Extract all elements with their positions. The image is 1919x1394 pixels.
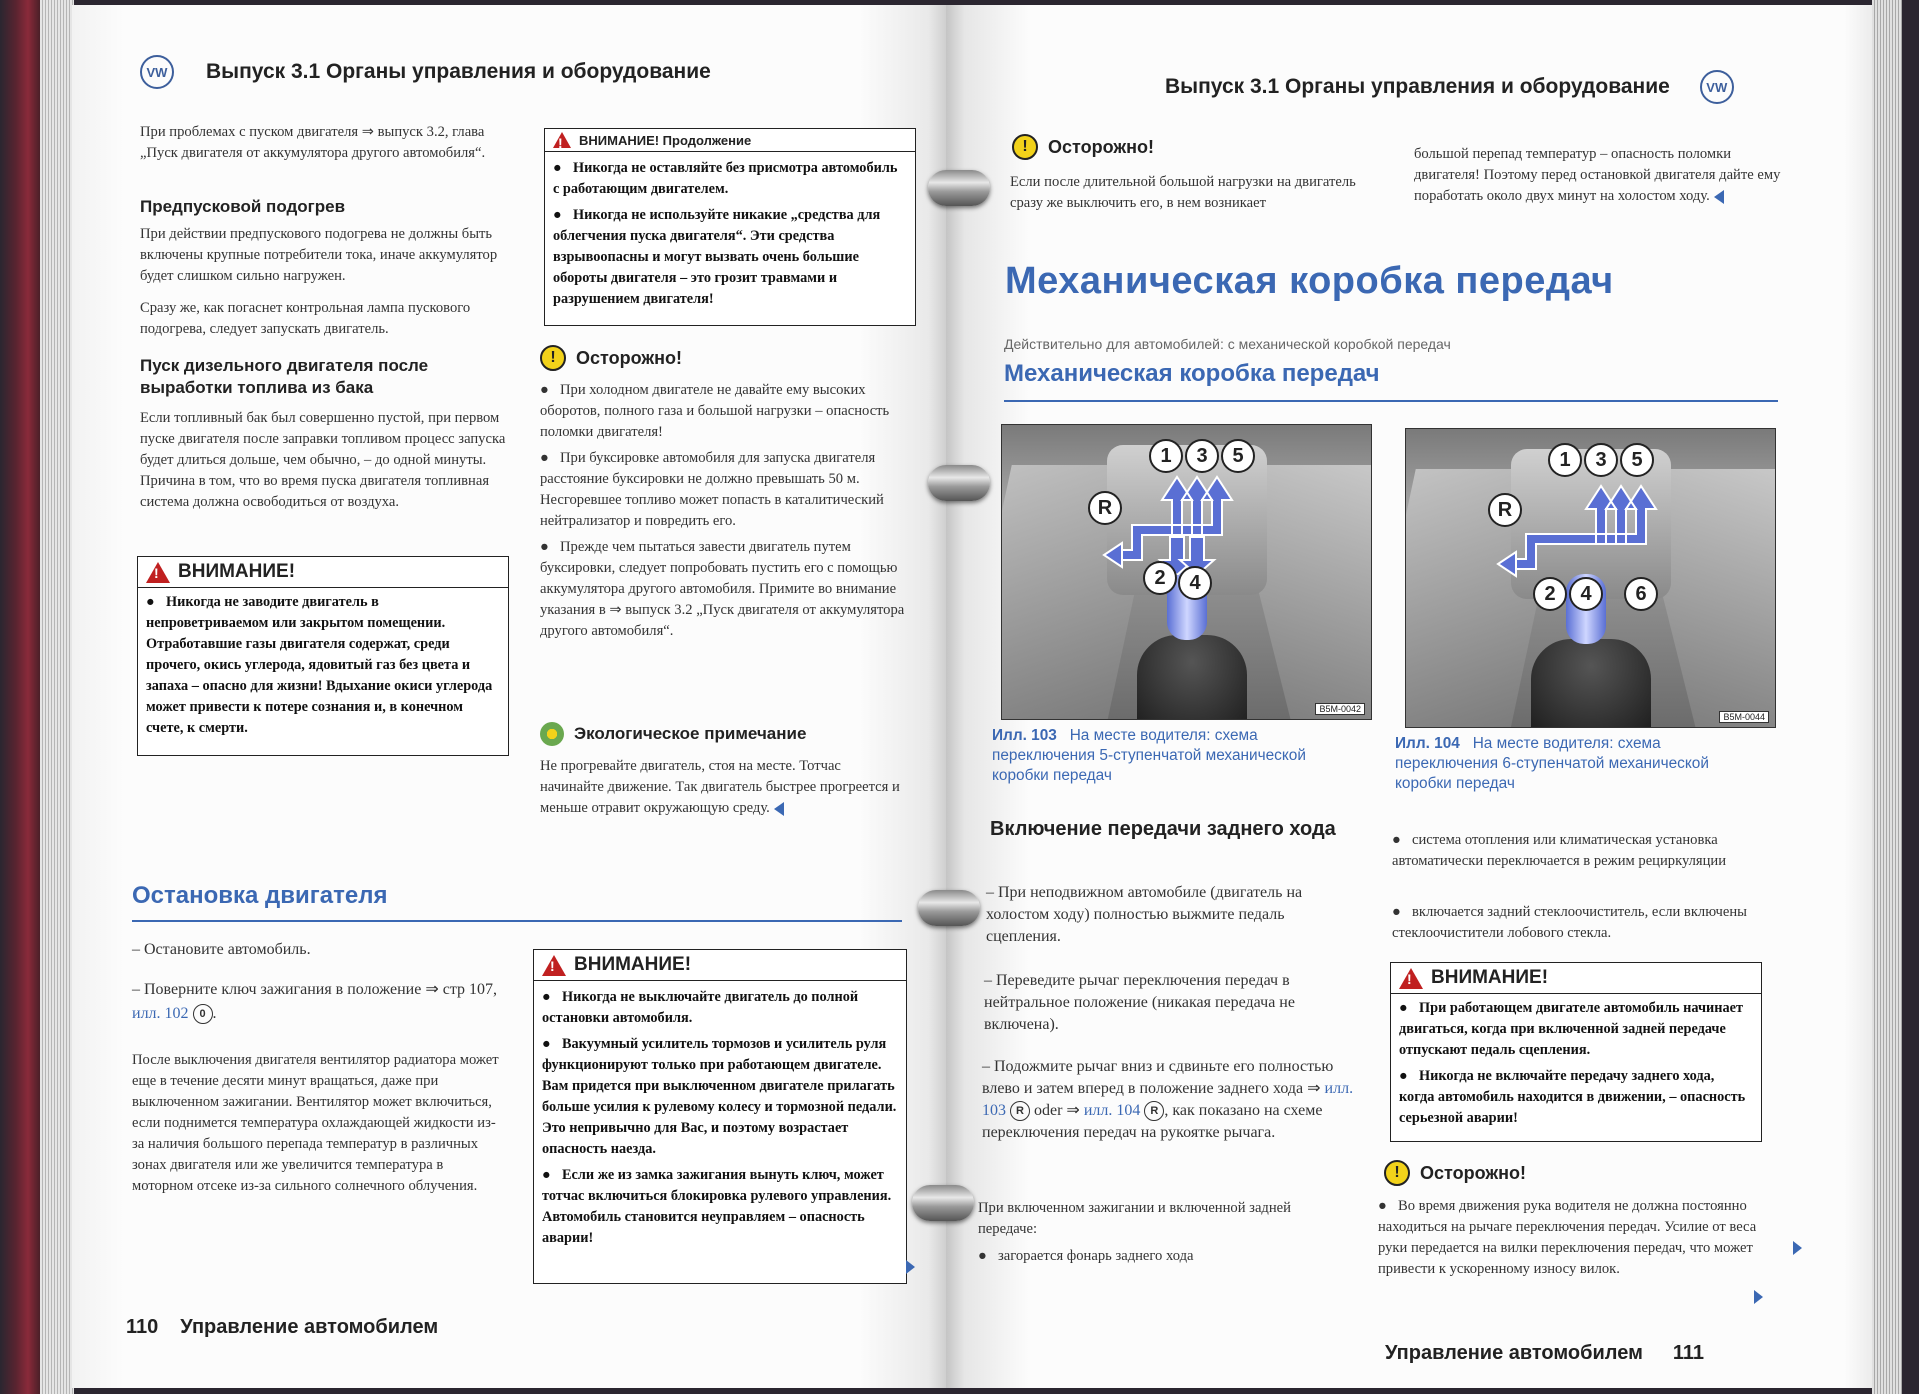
caution-heading (1384, 1160, 1526, 1186)
reverse-step-1: – При неподвижном автомобиле (двигатель на холостом ходу) полностью выжмите педаль сцепления. (986, 884, 1303, 945)
reverse-step-3: – Подожмите рычаг вниз и сдвиньте его полностью влево и затем вперед в положение заднего хода ⇒ илл. 103 R oder ⇒ илл. 104 R , как показано на схеме переключения передач на рукоятке рычага. (982, 1058, 1354, 1141)
gear-label: 6 (1624, 577, 1658, 611)
caution-title: Осторожно! (1420, 1162, 1526, 1183)
footer-section: Управление автомобилем (180, 1316, 439, 1338)
figure-link[interactable]: илл. 102 (132, 1005, 189, 1022)
stop-step-2: – Поверните ключ зажигания в положение ⇒ стр 107, илл. 102 0 . (132, 978, 512, 1026)
warning-continued-box: ! ВНИМАНИЕ! Продолжение ● Никогда не оставляйте без присмотра автомобиль с работающим двигателем. ● Никогда не используйте никакие „средства для облегчения пуска двигателя“. Эти средства взрывоопасны и могут вызвать очень большие обороты двигателя – это грозит травмами и разрушением двигателя! (544, 128, 916, 326)
header-title: Выпуск 3.1 Органы управления и оборудование (206, 60, 711, 83)
reverse-bullet-3: ● включается задний стеклоочиститель, если включены стеклоочистители лобового стекла. (1392, 904, 1747, 941)
gear-label: 1 (1149, 439, 1183, 473)
caution-heading (1012, 134, 1154, 160)
continue-marker-icon (1793, 1241, 1802, 1255)
warning-box-gases: ! ВНИМАНИЕ! ● Никогда не заводите двигатель в непроветриваемом или закрытом помещении. Отработавшие газы двигателя содержат, среди прочего, окись углерода, ядовитый газ без цвета и запаха – опасно для жизни! Вдыхание окиси углерода может привести к потере сознания и, в конечном счете, к смерти. (137, 556, 509, 756)
eco-text: Не прогревайте двигатель, стоя на месте. Тотчас начинайте движение. Так двигатель быстрее прогреется и меньше отравит окружающую среду. (540, 758, 900, 816)
diesel-title: Пуск дизельного двигателя после выработки топлива из бака (140, 356, 429, 397)
caution-icon: ! (540, 345, 566, 371)
binder-ring (928, 465, 990, 501)
binder-ring (928, 170, 990, 206)
figure-number: Илл. 104 (1395, 735, 1460, 752)
caution-title: Осторожно! (576, 347, 682, 368)
gear-label: 3 (1185, 439, 1219, 473)
diesel-para: Если топливный бак был совершенно пустой, при первом пуске двигателя после заправки топливом процесс запуска будет длиться дольше, чем обычно, – до одной минуты. Причина в том, что во время пуска двигателя топливная система должна освободиться от воздуха. (140, 410, 506, 510)
warning-item: Никогда не выключайте двигатель до полной остановки автомобиля. (542, 989, 859, 1026)
gear-label: 2 (1533, 577, 1567, 611)
warning-icon (146, 562, 170, 583)
warning-cont-item: Никогда не оставляйте без присмотра автомобиль с работающим двигателем. (553, 160, 898, 197)
reverse-gear-icon: R (1010, 1101, 1030, 1121)
continue-marker-icon (1754, 1290, 1763, 1304)
caution-icon: ! (1384, 1160, 1410, 1186)
reverse-bullet-1: ● загорается фонарь заднего хода (978, 1248, 1194, 1264)
caution-heading (540, 345, 682, 371)
gear-label: 4 (1178, 566, 1212, 600)
warning-icon (1399, 968, 1423, 989)
figure-caption-103: Илл. 103 На месте водителя: схема переключения 5-ступенчатой механической коробки передач (992, 727, 1306, 784)
caution-top-text-2-block (1414, 144, 1794, 207)
reverse-title: Включение передачи заднего хода (990, 818, 1336, 840)
warning-cont-title: ВНИМАНИЕ! Продолжение (579, 132, 752, 148)
gear-label: R (1088, 491, 1122, 525)
vw-logo-icon: VW (1700, 70, 1734, 104)
section-title: Механическая коробка передач (1004, 360, 1380, 387)
figure-code: B5M-0044 (1719, 711, 1769, 723)
ignition-position-icon: 0 (193, 1004, 213, 1024)
caution-title: Осторожно! (1048, 136, 1154, 157)
gear-shift-figure-5-speed (1001, 424, 1372, 720)
book-cover-edge (0, 0, 40, 1394)
warning-title: ВНИМАНИЕ! (1431, 967, 1549, 988)
section-rule (132, 920, 902, 922)
gear-label: 5 (1221, 439, 1255, 473)
vw-logo-icon: VW (140, 55, 174, 89)
figure-link-103[interactable]: илл. 103 (982, 1080, 1354, 1119)
reverse-bullet-2: ● система отопления или климатическая установка автоматически переключается в режим рециркуляции (1392, 832, 1727, 869)
right-footer (1385, 1342, 1704, 1365)
binder-ring (912, 1185, 974, 1221)
flower-icon (540, 722, 564, 746)
warning-item: Если же из замка зажигания вынуть ключ, может тотчас включиться блокировка рулевого управления. Автомобиль становится неуправляем – опасность аварии! (542, 1167, 892, 1246)
figure-number: Илл. 103 (992, 727, 1057, 744)
warning-icon (553, 132, 571, 148)
continue-marker-icon (906, 1260, 915, 1274)
warning-item: Никогда не включайте передачу заднего хода, когда автомобиль находится в движении, – опасность серьезной аварии! (1399, 1068, 1746, 1126)
eco-text-block (540, 756, 900, 819)
preheat-title: Предпусковой подогрев (140, 197, 346, 216)
caution-list: ● При холодном двигателе не давайте ему высоких оборотов, полного газа и большой нагрузки – опасность поломки двигателя! ● При буксировке автомобиля для запуска двигателя расстояние буксировки не должно превышать 50 м. Несгоревшее топливо может попасть в каталитический нейтрализатор и повредить его. ● Прежде чем пытаться завести двигатель путем буксировки, следует попробовать пустить его с помощью аккумулятора другого автомобиля. Примите во внимание указания в ⇒ выпуск 3.2 „Пуск двигателя от аккумулятора другого автомобиля“. (540, 382, 905, 639)
binder-ring (918, 890, 980, 926)
figure-caption-104: Илл. 104 На месте водителя: схема переключения 6-ступенчатой механической коробки передач (1395, 735, 1709, 792)
end-marker-icon (1714, 190, 1724, 204)
preheat-para-2: Сразу же, как погаснет контрольная лампа пускового подогрева, следует запускать двигатель. (140, 300, 471, 337)
preheat-para-1: При действии предпускового подогрева не должны быть включены крупные потребители тока, иначе аккумулятор будет слишком сильно нагружен. (140, 226, 498, 284)
page-number: 111 (1672, 1342, 1705, 1364)
gear-label: 4 (1569, 577, 1603, 611)
chapter-title: Механическая коробка передач (1005, 260, 1614, 302)
figure-link-104[interactable]: илл. 104 (1083, 1102, 1141, 1119)
end-marker-icon (774, 802, 784, 816)
footer-section: Управление автомобилем (1385, 1342, 1643, 1364)
reverse-step-2: – Переведите рычаг переключения передач в нейтральное положение (никакая передача не включена). (984, 972, 1295, 1033)
intro-text: При проблемах с пуском двигателя ⇒ выпуск 3.2, глава „Пуск двигателя от аккумулятора другого автомобиля“. (140, 124, 486, 161)
caution-top-text-2: большой перепад температур – опасность поломки двигателя! Поэтому перед остановкой двигателя дайте ему поработать около двух минут на холостом ходу. (1414, 146, 1781, 204)
warning-item: При работающем двигателе автомобиль начинает двигаться, когда при включенной задней передаче отпускают педаль сцепления. (1399, 1000, 1744, 1058)
section-rule (1004, 400, 1778, 402)
right-header (1165, 70, 1734, 104)
reverse-gear-icon: R (1144, 1101, 1164, 1121)
caution-top-text-1: Если после длительной большой нагрузки на двигатель сразу же выключить его, в нем возникает (1010, 174, 1356, 211)
gear-pattern-arrows (1466, 474, 1696, 584)
left-header (140, 55, 711, 89)
validity-note: Действительно для автомобилей: с механической коробкой передач (1004, 336, 1451, 352)
caution-icon: ! (1012, 134, 1038, 160)
gear-label: 3 (1584, 443, 1618, 477)
warning-title: ВНИМАНИЕ! (178, 561, 296, 582)
header-title: Выпуск 3.1 Органы управления и оборудование (1165, 75, 1670, 98)
eco-heading (540, 722, 806, 746)
stop-step-1: – Остановите автомобиль. (132, 941, 311, 958)
page-number: 110 (126, 1316, 159, 1338)
warning-box-reverse: ! ВНИМАНИЕ! ● При работающем двигателе автомобиль начинает двигаться, когда при включенной задней передаче отпускают педаль сцепления. ● Никогда не включайте передачу заднего хода, когда автомобиль находится в движении, – опасность серьезной аварии! (1390, 962, 1762, 1142)
caution-item: При холодном двигателе не давайте ему высоких оборотов, полного газа и большой нагрузки – опасность поломки двигателя! (540, 382, 890, 440)
warning-title: ВНИМАНИЕ! (574, 954, 692, 975)
warning-box-stop: ! ВНИМАНИЕ! ● Никогда не выключайте двигатель до полной остановки автомобиля. ● Вакуумный усилитель тормозов и усилитель руля функционируют только при работающем двигателе. Вам придется при выключенном двигателе прилагать больше усилия к рулевому колесу и тормозной педали. Это непривычно для Вас, и поэтому возрастает опасность наезда. ● Если же из замка зажигания вынуть ключ, может тотчас включиться блокировка рулевого управления. Автомобиль становится неуправляем – опасность аварии! (533, 949, 907, 1284)
warning-icon (542, 955, 566, 976)
gear-shift-figure-6-speed (1405, 428, 1776, 728)
page-stack-left (40, 0, 74, 1394)
warning-item: Вакуумный усилитель тормозов и усилитель руля функционируют только при работающем двигателе. Вам придется при выключенном двигателе прилагать больше усилия к рулевому колесу и тормозной педали. Это непривычно для Вас, и поэтому возрастает опасность наезда. (542, 1036, 897, 1157)
left-footer (126, 1316, 438, 1339)
fan-para: После выключения двигателя вентилятор радиатора может еще в течение десяти минут вращаться, даже при выключенном зажигании. Вентилятор может включиться, если поднимется температура охлаждающей жидкости из-за наличия большого перепада температур в различных зонах двигателя или же увеличится температура в моторном отсеке из-за сильного солнечного облучения. (132, 1052, 499, 1194)
caution-item: Прежде чем пытаться завести двигатель путем буксировки, следует попробовать пустить его с помощью аккумулятора другого автомобиля. Примите во внимание указания в ⇒ выпуск 3.2 „Пуск двигателя от аккумулятора другого автомобиля“. (540, 539, 905, 639)
gear-label: 5 (1620, 443, 1654, 477)
stop-engine-title: Остановка двигателя (132, 882, 388, 909)
gear-label: 2 (1143, 561, 1177, 595)
reverse-para: При включенном зажигании и включенной задней передаче: (978, 1200, 1291, 1237)
warning-cont-item: Никогда не используйте никакие „средства для облегчения пуска двигателя“. Эти средства взрывоопасны и могут вызвать очень большие обороты двигателя – это грозит травмами и разрушением двигателя! (553, 207, 881, 307)
gear-label: 1 (1548, 443, 1582, 477)
page-stack-right (1872, 0, 1902, 1394)
eco-title: Экологическое примечание (574, 724, 807, 743)
gear-label: R (1488, 493, 1522, 527)
figure-code: B5M-0042 (1315, 703, 1365, 715)
caution-item: При буксировке автомобиля для запуска двигателя расстояние буксировки не должно превышать 50 м. Несгоревшее топливо может попасть в каталитический нейтрализатор и повредить его. (540, 450, 884, 529)
warning-text: Никогда не заводите двигатель в непроветриваемом или закрытом помещении. Отработавшие газы двигателя содержат, среди прочего, окись углерода, ядовитый газ без цвета и запаха – опасно для жизни! Вдыхание окиси углерода может привести к потере сознания и, в конечном счете, к смерти. (146, 594, 493, 736)
caution-bottom-text: ● Во время движения рука водителя не должна постоянно находиться на рычаге переключения передач. Усилие от веса руки передается на вилки переключения передач, что может привести к ускоренному износу вилок. (1378, 1198, 1757, 1277)
